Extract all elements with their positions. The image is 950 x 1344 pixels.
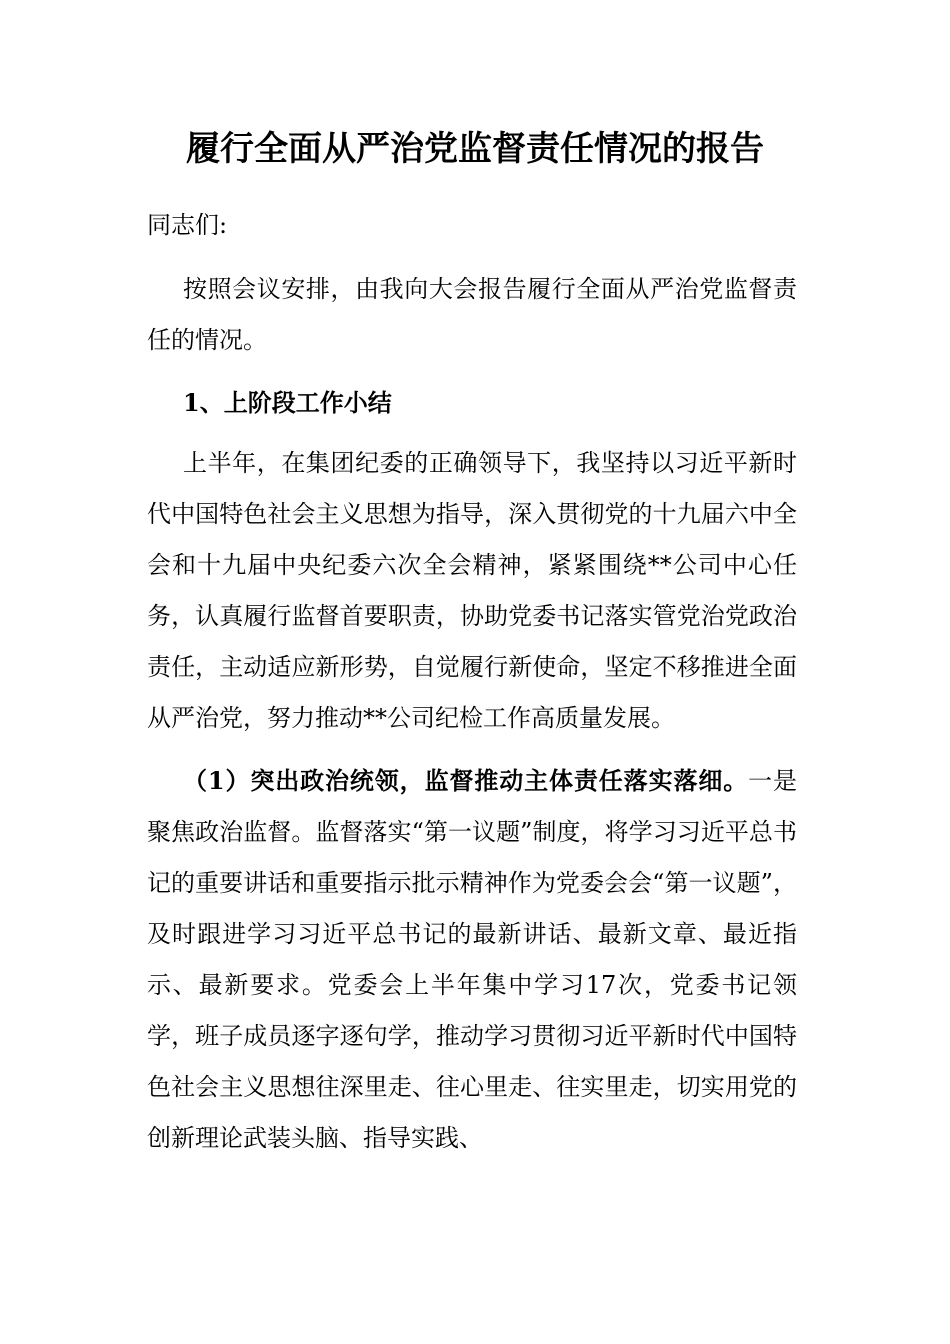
intro-paragraph: 按照会议安排，由我向大会报告履行全面从严治党监督责任的情况。 xyxy=(147,275,797,354)
document-body xyxy=(147,200,797,1164)
point1-body: 一是聚焦政治监督。监督落实“第一议题”制度，将学习习近平总书记的重要讲话和重要指示批示精神作为党委会会“第一议题”，及时跟进学习习近平总书记的最新讲话、最新文章、最近指示、最新要求。党委会上半年集中学习17次，党委书记领学，班子成员逐字逐句学，推动学习贯彻习近平新时代中国特色社会主义思想往深里走、往心里走、往实里走，切实用党的创新理论武装头脑、指导实践、 xyxy=(147,767,797,1152)
point1-paragraph xyxy=(147,755,797,1164)
summary-paragraph: 上半年，在集团纪委的正确领导下，我坚持以习近平新时代中国特色社会主义思想为指导，深入贯彻党的十九届六中全会和十九届中央纪委六次全会精神，紧紧围绕**公司中心任务，认真履行监督首要职责，协助党委书记落实管党治党政治责任，主动适应新形势，自觉履行新使命，坚定不移推进全面从严治党，努力推动**公司纪检工作高质量发展。 xyxy=(147,449,797,732)
point1-lead: （1）突出政治统领，监督推动主体责任落实落细。 xyxy=(183,766,749,795)
document-title: 履行全面从严治党监督责任情况的报告 xyxy=(186,129,764,169)
salutation: 同志们: xyxy=(147,211,228,239)
section-heading: 1、上阶段工作小结 xyxy=(183,388,392,417)
